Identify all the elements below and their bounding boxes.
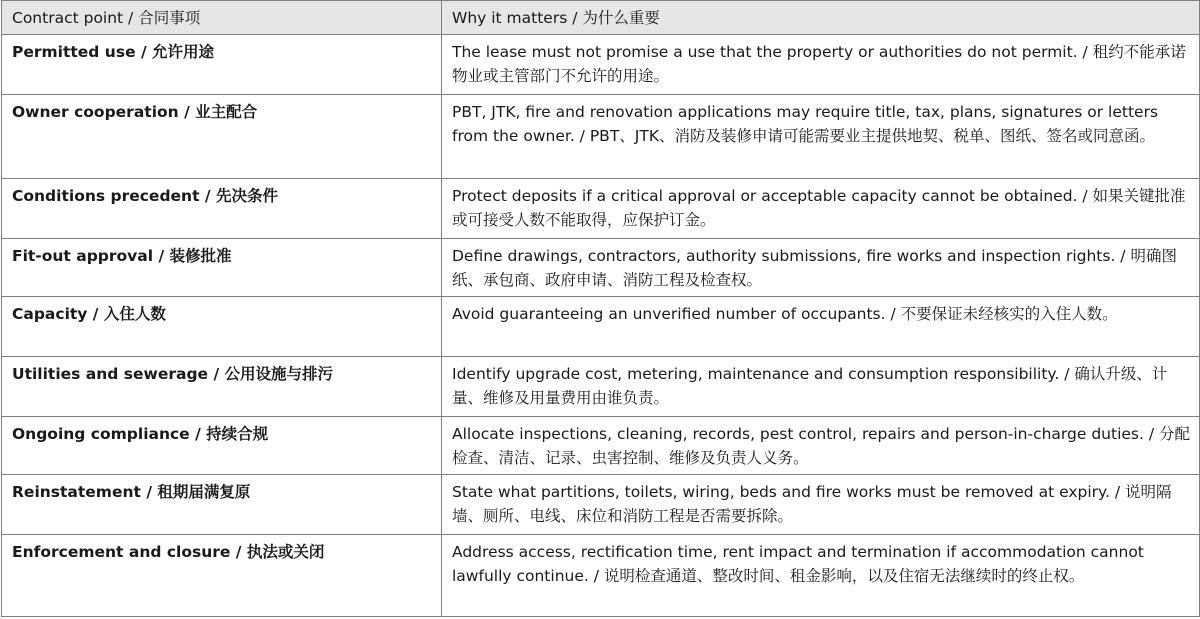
table-row: [2, 239, 1200, 297]
table-row: [2, 35, 1200, 95]
why-it-matters-cell: The lease must not promise a use that the property or authorities do not permit. / 租约不能承诺物业或主管部门不允许的用途。: [442, 35, 1200, 95]
table-row: [2, 535, 1200, 617]
contract-point-cell: Reinstatement / 租期届满复原: [2, 475, 442, 535]
contract-point-cell: Conditions precedent / 先决条件: [2, 179, 442, 239]
contract-point-cell: Permitted use / 允许用途: [2, 35, 442, 95]
contract-point-cell: Utilities and sewerage / 公用设施与排污: [2, 357, 442, 417]
contract-point-cell: Fit-out approval / 装修批准: [2, 239, 442, 297]
table-row: [2, 417, 1200, 475]
contract-point-cell: Owner cooperation / 业主配合: [2, 95, 442, 179]
contract-point-cell: Capacity / 入住人数: [2, 297, 442, 357]
header-contract-point: Contract point / 合同事项: [2, 1, 442, 35]
why-it-matters-cell: Address access, rectification time, rent impact and termination if accommodation cannot lawfully continue. / 说明检查通道、整改时间、租金影响，以及住宿无法继续时的终止权。: [442, 535, 1200, 617]
why-it-matters-cell: Protect deposits if a critical approval or acceptable capacity cannot be obtained. / 如果关键批准或可接受人数不能取得，应保护订金。: [442, 179, 1200, 239]
table-header-row: [2, 1, 1200, 35]
why-it-matters-cell: Avoid guaranteeing an unverified number of occupants. / 不要保证未经核实的入住人数。: [442, 297, 1200, 357]
why-it-matters-cell: Allocate inspections, cleaning, records, pest control, repairs and person-in-charge duties. / 分配检查、清洁、记录、虫害控制、维修及负责人义务。: [442, 417, 1200, 475]
table-row: [2, 475, 1200, 535]
table-row: [2, 297, 1200, 357]
contract-points-table: [1, 0, 1200, 617]
why-it-matters-cell: State what partitions, toilets, wiring, beds and fire works must be removed at expiry. / 说明隔墙、厕所、电线、床位和消防工程是否需要拆除。: [442, 475, 1200, 535]
table-row: [2, 357, 1200, 417]
contract-point-cell: Enforcement and closure / 执法或关闭: [2, 535, 442, 617]
why-it-matters-cell: Define drawings, contractors, authority submissions, fire works and inspection rights. / 明确图纸、承包商、政府申请、消防工程及检查权。: [442, 239, 1200, 297]
contract-point-cell: Ongoing compliance / 持续合规: [2, 417, 442, 475]
table-row: [2, 95, 1200, 179]
why-it-matters-cell: PBT, JTK, fire and renovation applications may require title, tax, plans, signatures or letters from the owner. / PBT、JTK、消防及装修申请可能需要业主提供地契、税单、图纸、签名或同意函。: [442, 95, 1200, 179]
header-why-it-matters: Why it matters / 为什么重要: [442, 1, 1200, 35]
table-row: [2, 179, 1200, 239]
why-it-matters-cell: Identify upgrade cost, metering, maintenance and consumption responsibility. / 确认升级、计量、维修及用量费用由谁负责。: [442, 357, 1200, 417]
